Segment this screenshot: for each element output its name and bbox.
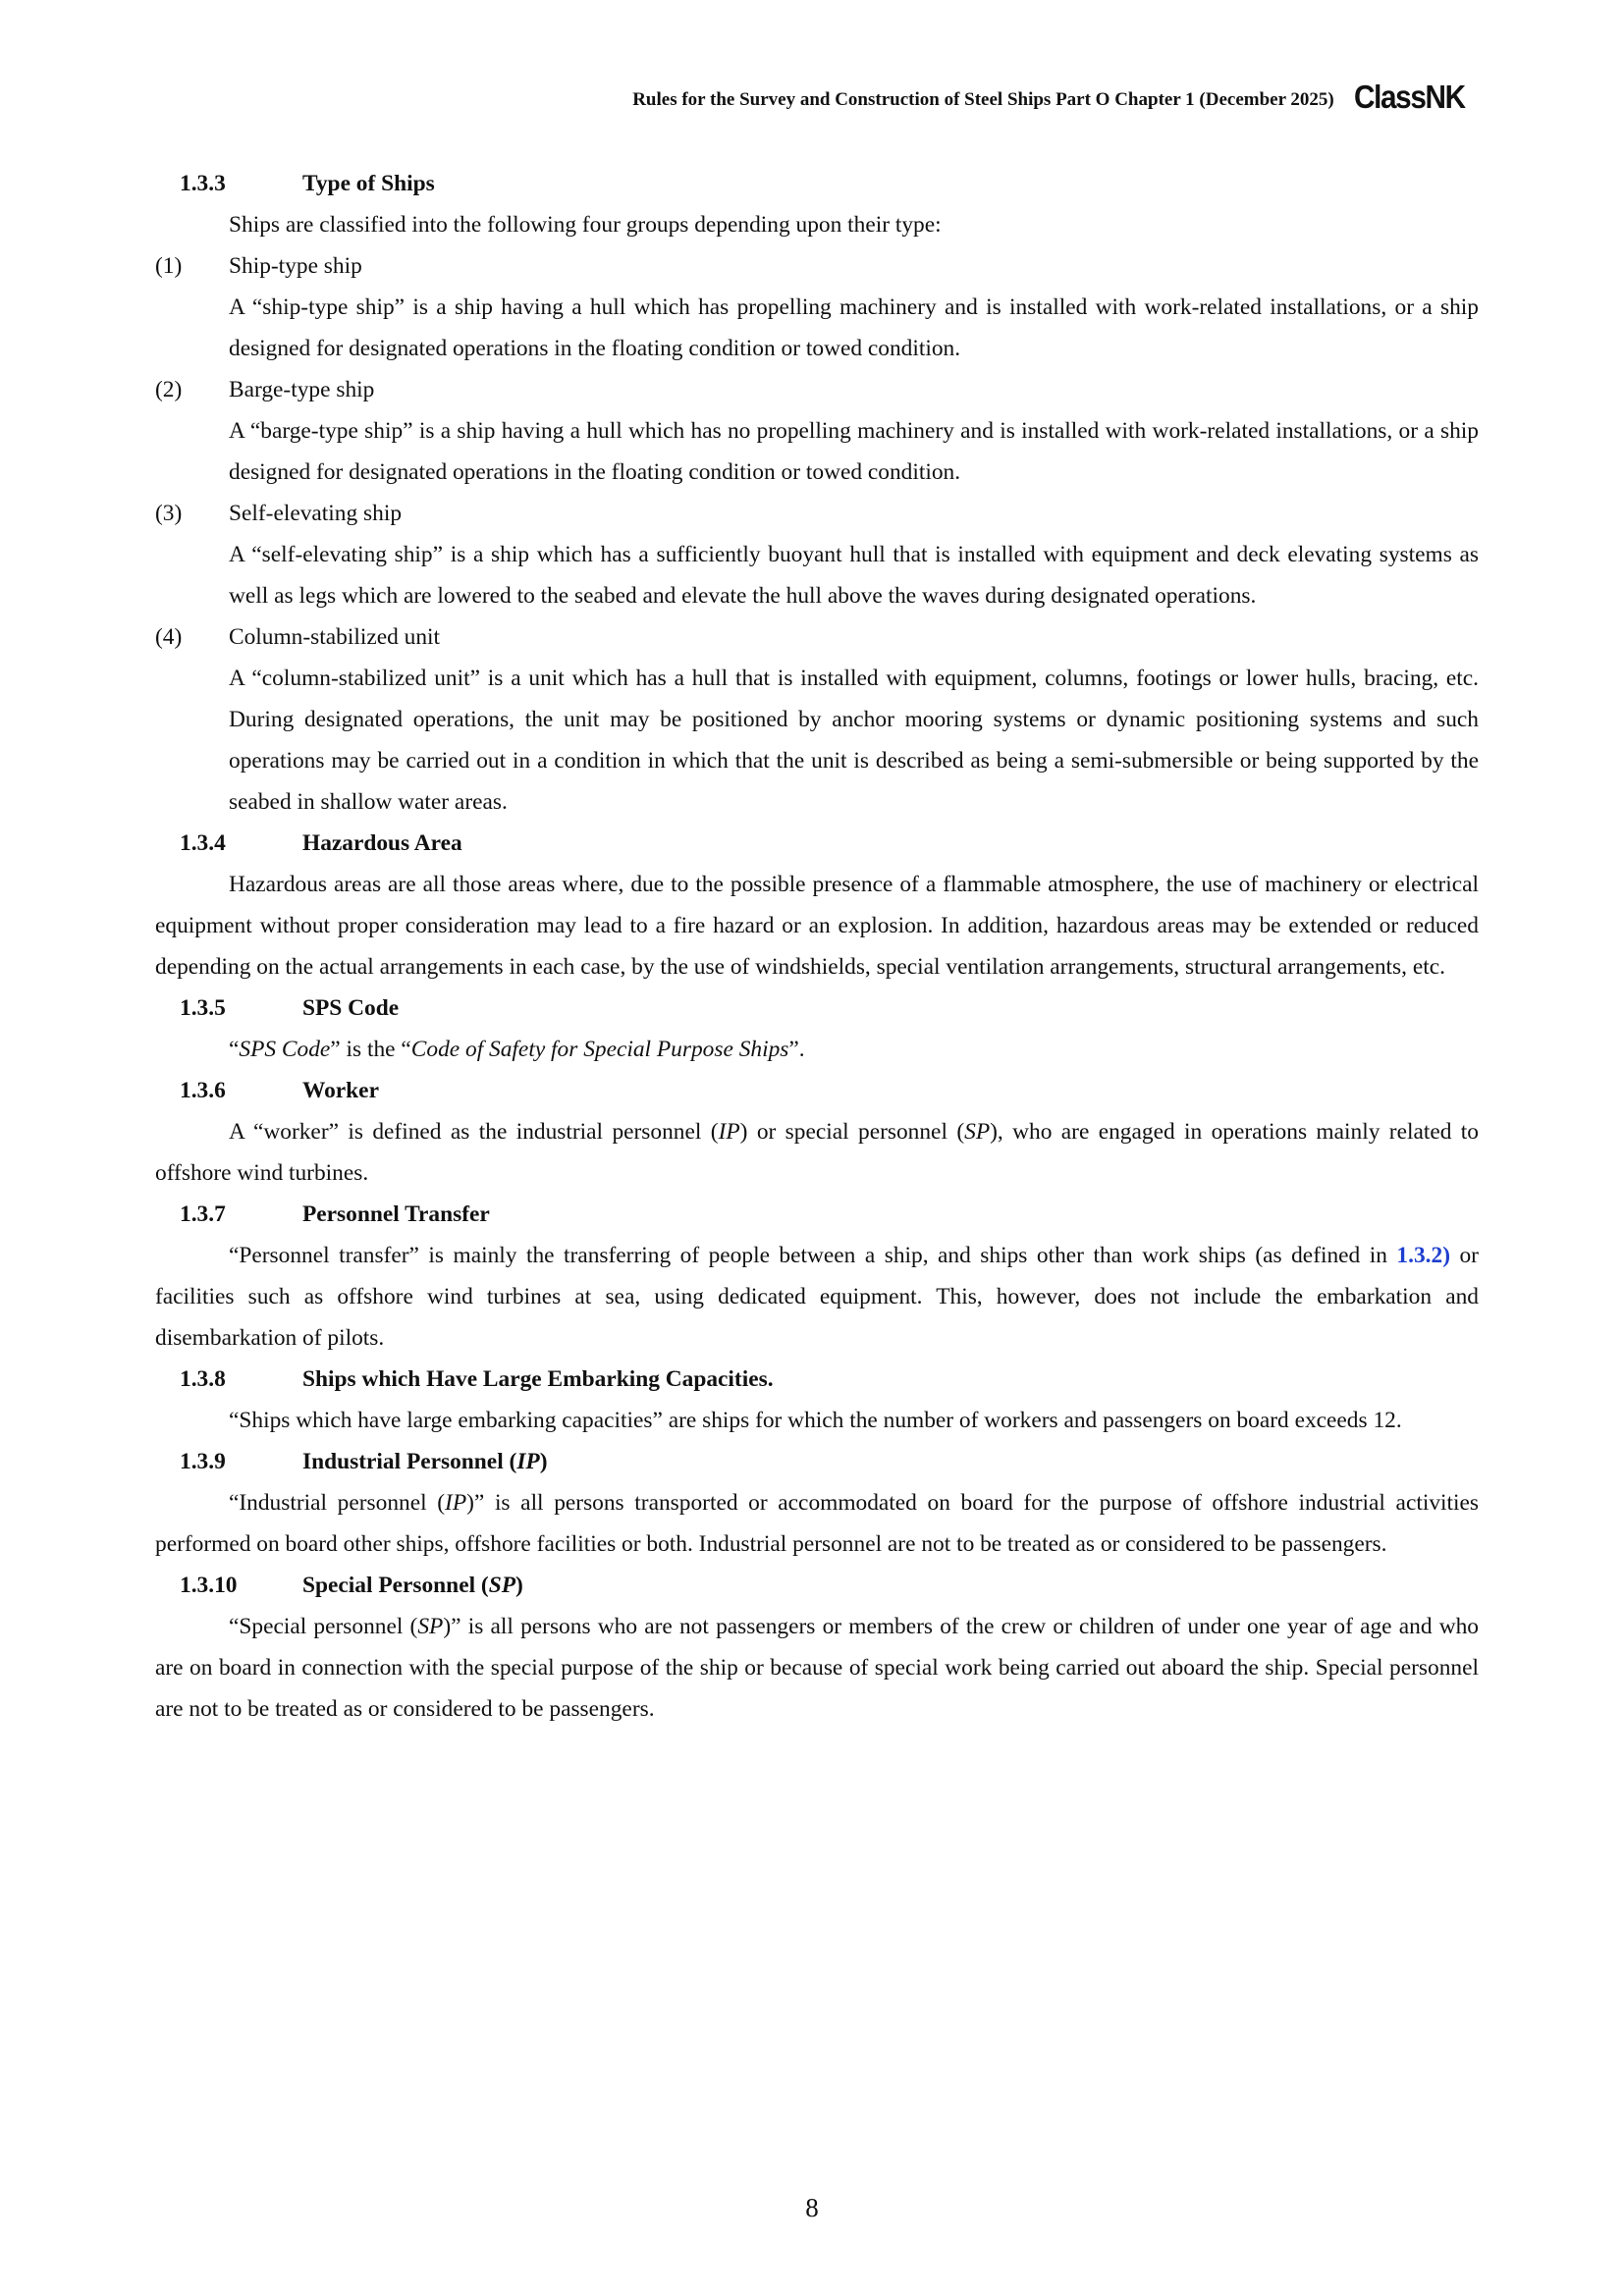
running-header bbox=[632, 79, 1477, 115]
section-number: 1.3.4 bbox=[180, 830, 226, 856]
section-number: 1.3.9 bbox=[180, 1449, 226, 1474]
section-number: 1.3.10 bbox=[180, 1573, 238, 1598]
page-content bbox=[155, 163, 1479, 1730]
text-run: ), who are engaged in operations mainly related to offshore wind turbines. bbox=[155, 1119, 1479, 1186]
section-title: Worker bbox=[302, 1078, 379, 1103]
section-number: 1.3.8 bbox=[180, 1366, 226, 1392]
italic-abbreviation: IP bbox=[445, 1490, 467, 1516]
section-number: 1.3.7 bbox=[180, 1201, 226, 1227]
text-run: “Industrial personnel ( bbox=[229, 1490, 446, 1516]
classnk-logo: ClassNK bbox=[1353, 79, 1465, 115]
section-title bbox=[302, 1441, 548, 1482]
list-item-description: A “column-stabilized unit” is a unit which has a hull that is installed with equipment, columns, footings or lower hulls, bracing, etc. During designated operations, the unit may be positioned by anchor mooring systems or dynamic positioning systems and such operations may be carried out in a condition in which that the unit is described as being a semi-submersible or being supported by the seabed in shallow water areas. bbox=[229, 666, 1479, 815]
italic-abbreviation: SP bbox=[488, 1573, 516, 1598]
text-run: or facilities such as offshore wind turbines at sea, using dedicated equipment. This, however, does not include the embarkation and disembarkation of pilots. bbox=[155, 1243, 1479, 1351]
list-item-description: A “self-elevating ship” is a ship which has a sufficiently buoyant hull that is installed with equipment and deck elevating systems as well as legs which are lowered to the seabed and elevate the hull above the waves during designated operations. bbox=[229, 542, 1479, 609]
italic-code-name: Code of Safety for Special Purpose Ships bbox=[410, 1037, 789, 1062]
section-intro: Ships are classified into the following four groups depending upon their type: bbox=[229, 212, 942, 238]
list-item-heading bbox=[155, 616, 1479, 658]
quote-open: “ bbox=[229, 1037, 240, 1062]
list-item-number: (2) bbox=[155, 377, 183, 402]
list-item-term: Barge-type ship bbox=[229, 377, 375, 402]
section-heading-1-3-3 bbox=[155, 163, 1479, 204]
section-heading-1-3-8 bbox=[155, 1359, 1479, 1400]
italic-abbreviation: SP bbox=[417, 1614, 444, 1639]
text-run: ) or special personnel ( bbox=[739, 1119, 965, 1145]
section-heading-1-3-10 bbox=[155, 1565, 1479, 1606]
list-item-number: (4) bbox=[155, 624, 183, 650]
list-item-term: Self-elevating ship bbox=[229, 501, 403, 526]
section-paragraph bbox=[155, 1029, 1479, 1070]
section-heading-1-3-5 bbox=[155, 988, 1479, 1029]
text-run: “Personnel transfer” is mainly the transferring of people between a ship, and ships other than work ships (as defined in bbox=[229, 1243, 1397, 1268]
title-text: Industrial Personnel ( bbox=[302, 1449, 517, 1474]
list-item-number: (3) bbox=[155, 501, 183, 526]
section-title: Hazardous Area bbox=[302, 830, 462, 856]
list-item-term: Ship-type ship bbox=[229, 253, 362, 279]
section-heading-1-3-7 bbox=[155, 1194, 1479, 1235]
list-item-heading bbox=[155, 493, 1479, 534]
section-paragraph bbox=[155, 1235, 1479, 1359]
italic-abbreviation: IP bbox=[516, 1449, 540, 1474]
section-title: Ships which Have Large Embarking Capacities. bbox=[302, 1366, 774, 1392]
title-text: ) bbox=[539, 1449, 548, 1474]
section-paragraph bbox=[155, 1606, 1479, 1730]
header-title: Rules for the Survey and Construction of Steel Ships Part O Chapter 1 (December 2025) bbox=[632, 89, 1334, 110]
text-run: ”. bbox=[788, 1037, 805, 1062]
title-text: Special Personnel ( bbox=[302, 1573, 489, 1598]
page-number: 8 bbox=[805, 2193, 819, 2222]
text-run: ” is the “ bbox=[330, 1037, 411, 1062]
text-run: A “worker” is defined as the industrial personnel ( bbox=[229, 1119, 719, 1145]
list-item-heading bbox=[155, 369, 1479, 410]
cross-reference-link[interactable]: 1.3.2) bbox=[1396, 1243, 1450, 1268]
section-number: 1.3.6 bbox=[180, 1078, 226, 1103]
section-title: SPS Code bbox=[302, 995, 400, 1021]
section-paragraph: “Ships which have large embarking capacities” are ships for which the number of workers and passengers on board exceeds 12. bbox=[229, 1408, 1402, 1433]
text-run: )” is all persons transported or accommodated on board for the purpose of offshore industrial activities performed on board other ships, offshore facilities or both. Industrial personnel are not to be treated as or considered to be passengers. bbox=[155, 1490, 1479, 1557]
list-item-term: Column-stabilized unit bbox=[229, 624, 441, 650]
list-item-description: A “barge-type ship” is a ship having a hull which has no propelling machinery and is installed with work-related installations, or a ship designed for designated operations in the floating condition or towed condition. bbox=[229, 418, 1479, 485]
section-number: 1.3.5 bbox=[180, 995, 226, 1021]
section-heading-1-3-4 bbox=[155, 823, 1479, 864]
text-run: “Special personnel ( bbox=[229, 1614, 418, 1639]
section-title bbox=[302, 1565, 523, 1606]
section-title: Personnel Transfer bbox=[302, 1201, 490, 1227]
list-item-heading bbox=[155, 245, 1479, 287]
title-text: ) bbox=[515, 1573, 523, 1598]
list-item-number: (1) bbox=[155, 253, 183, 279]
italic-term: SPS Code bbox=[239, 1037, 331, 1062]
section-number: 1.3.3 bbox=[180, 171, 226, 196]
section-heading-1-3-6 bbox=[155, 1070, 1479, 1111]
italic-abbreviation: SP bbox=[964, 1119, 991, 1145]
italic-abbreviation: IP bbox=[718, 1119, 740, 1145]
section-title: Type of Ships bbox=[302, 171, 435, 196]
section-paragraph: Hazardous areas are all those areas where, due to the possible presence of a flammable atmosphere, the use of machinery or electrical equipment without proper consideration may lead to a fire hazard or an explosion. In addition, hazardous areas may be extended or reduced depending on the actual arrangements in each case, by the use of windshields, special ventilation arrangements, structural arrangements, etc. bbox=[155, 872, 1479, 980]
text-run: )” is all persons who are not passengers or members of the crew or children of under one year of age and who are on board in connection with the special purpose of the ship or because of special work being carried out aboard the ship. Special personnel are not to be treated as or considered to be passengers. bbox=[155, 1614, 1479, 1722]
section-paragraph bbox=[155, 1111, 1479, 1194]
section-heading-1-3-9 bbox=[155, 1441, 1479, 1482]
list-item-description: A “ship-type ship” is a ship having a hull which has propelling machinery and is installed with work-related installations, or a ship designed for designated operations in the floating condition or towed condition. bbox=[229, 294, 1479, 361]
section-paragraph bbox=[155, 1482, 1479, 1565]
